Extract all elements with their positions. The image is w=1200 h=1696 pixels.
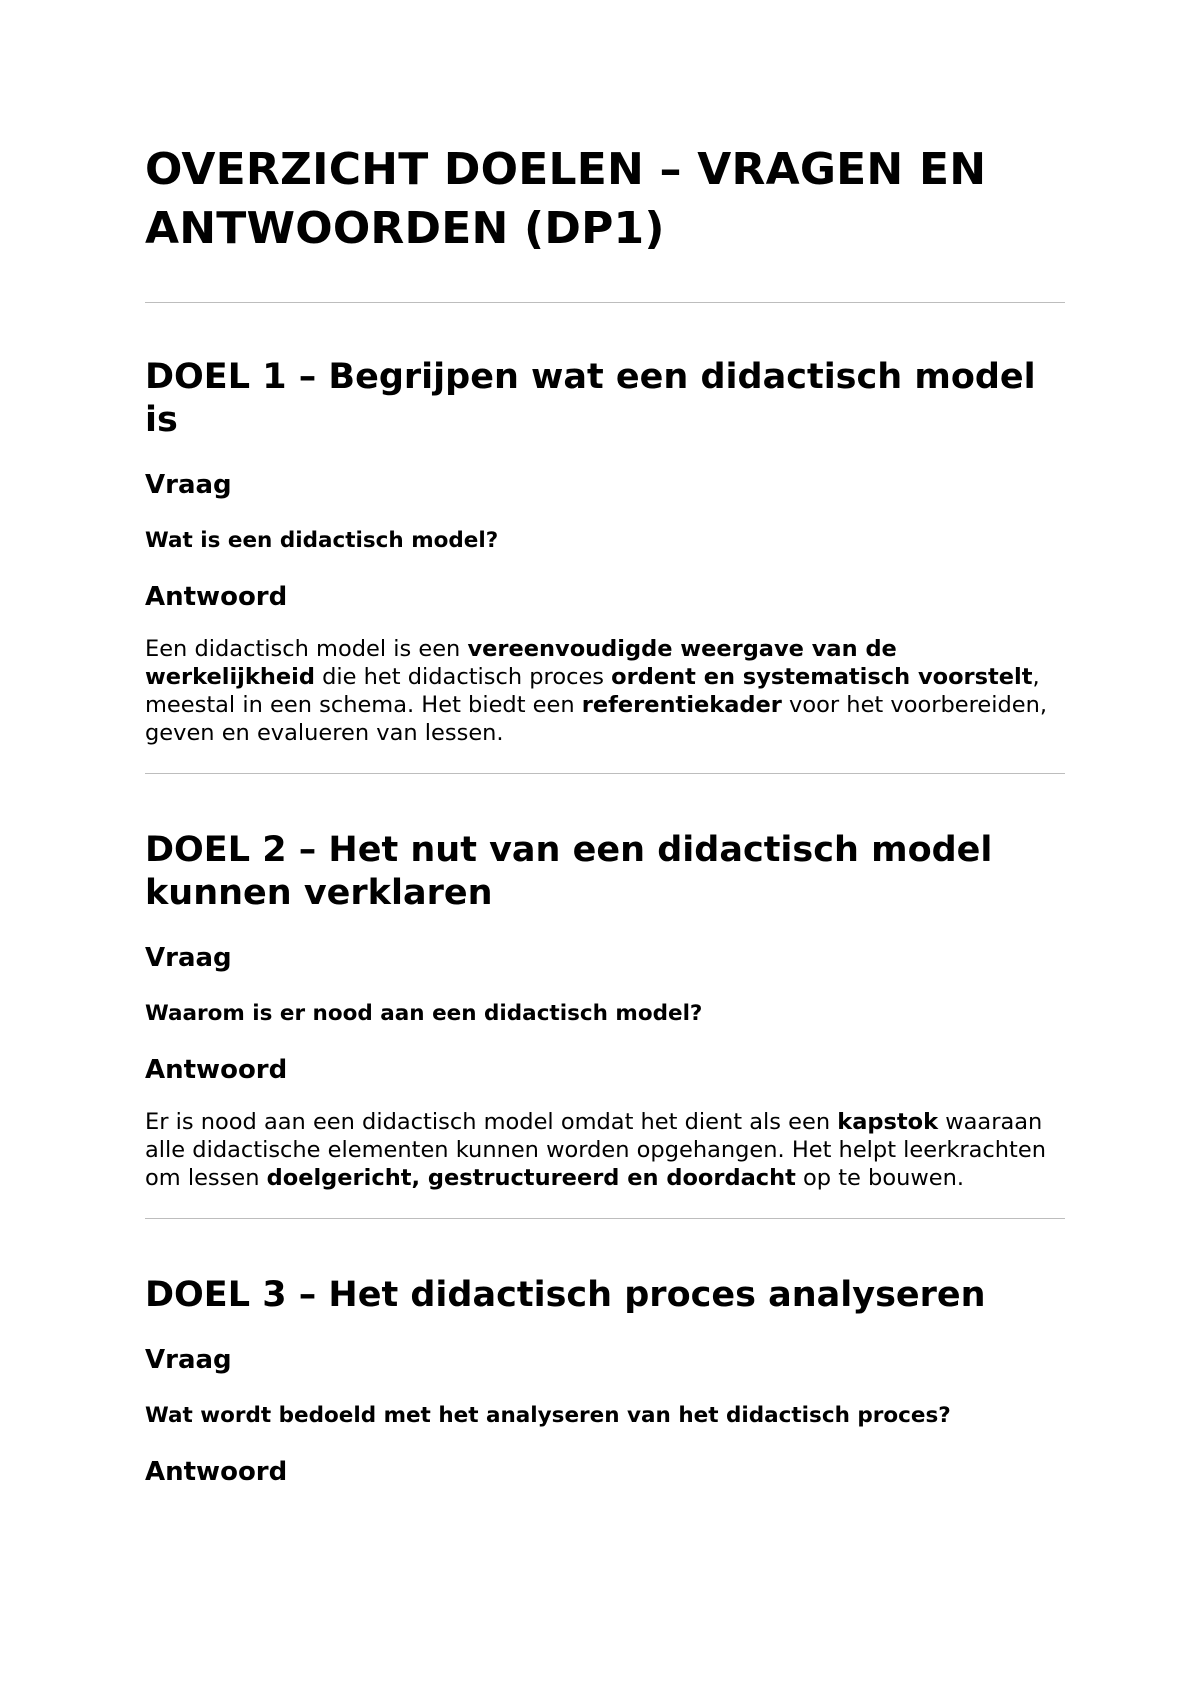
answer-text — [145, 635, 1065, 747]
goal-section-1 — [145, 356, 1065, 747]
question-text: Waarom is er nood aan een didactisch model? — [145, 1001, 703, 1026]
answer-text — [145, 1108, 1065, 1192]
answer-segment: op te bouwen. — [795, 1165, 965, 1191]
answer-emphasis: vereenvoudigde weergave van de werkelijkheid — [145, 636, 897, 690]
document-page — [145, 140, 1065, 1488]
answer-segment: Er is nood aan een didactisch model omdat het dient als een — [145, 1109, 838, 1135]
answer-heading: Antwoord — [145, 1055, 288, 1085]
goal-title: DOEL 1 – Begrijpen wat een didactisch model is — [145, 357, 1036, 440]
answer-heading: Antwoord — [145, 1457, 288, 1487]
answer-segment: waaraan alle didactische elementen kunnen worden opgehangen. Het helpt leerkrachten om lessen — [145, 1109, 1046, 1191]
answer-emphasis: kapstok — [837, 1109, 939, 1135]
goal-title: DOEL 3 – Het didactisch proces analyseren — [145, 1275, 986, 1315]
answer-segment: voor het voorbereiden, geven en evalueren van lessen. — [145, 692, 1047, 746]
question-heading: Vraag — [145, 470, 232, 500]
question-heading: Vraag — [145, 943, 232, 973]
answer-emphasis: ordent en systematisch voorstelt — [611, 664, 1033, 690]
goal-section-2 — [145, 829, 1065, 1192]
document-title: OVERZICHT DOELEN – VRAGEN EN ANTWOORDEN (DP1) — [145, 144, 987, 254]
answer-segment: Een didactisch model is een — [145, 636, 468, 662]
answer-emphasis: referentiekader — [581, 692, 782, 718]
question-text: Wat is een didactisch model? — [145, 528, 499, 553]
goal-title: DOEL 2 – Het nut van een didactisch model kunnen verklaren — [145, 830, 993, 913]
question-text: Wat wordt bedoeld met het analyseren van het didactisch proces? — [145, 1403, 951, 1428]
answer-heading: Antwoord — [145, 582, 288, 612]
goal-section-3 — [145, 1274, 1065, 1488]
answer-segment: , meestal in een schema. Het biedt een — [145, 664, 1040, 718]
answer-emphasis: doelgericht, gestructureerd en doordacht — [266, 1165, 796, 1191]
question-heading: Vraag — [145, 1345, 232, 1375]
answer-segment: die het didactisch proces — [314, 664, 612, 690]
